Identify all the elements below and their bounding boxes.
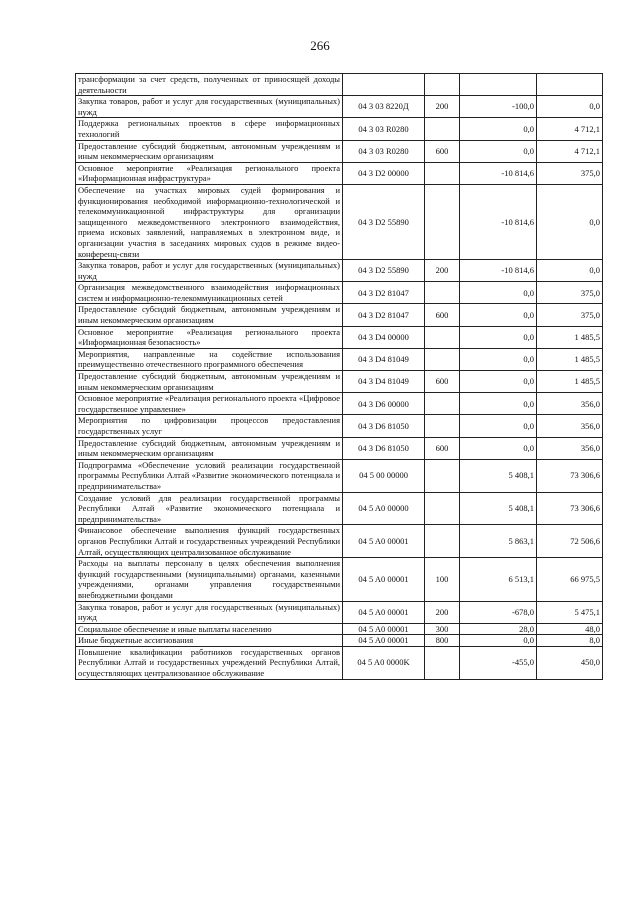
row-name-cell: Закупка товаров, работ и услуг для государственных (муниципальных) нужд [76, 260, 343, 282]
row-type-cell: 100 [425, 558, 460, 601]
table-row [76, 635, 603, 647]
row-value1-cell: -10 814,6 [460, 184, 537, 259]
row-value2-cell: 375,0 [537, 304, 603, 326]
row-type-cell: 200 [425, 96, 460, 118]
row-code-cell: 04 3 D6 00000 [343, 393, 425, 415]
row-code-cell: 04 3 03 8220Д [343, 96, 425, 118]
row-name-cell: Основное мероприятие «Реализация регионального проекта «Информационная инфраструктура» [76, 162, 343, 184]
row-type-cell [425, 348, 460, 370]
row-type-cell: 200 [425, 601, 460, 623]
table-row [76, 140, 603, 162]
row-value1-cell: 0,0 [460, 437, 537, 459]
row-type-cell: 600 [425, 304, 460, 326]
row-code-cell: 04 5 A0 00001 [343, 623, 425, 635]
row-code-cell: 04 3 D2 81047 [343, 304, 425, 326]
table-row [76, 601, 603, 623]
row-code-cell: 04 5 00 00000 [343, 459, 425, 492]
row-name-cell: Подпрограмма «Обеспечение условий реализации государственной программы Республики Алтай «Развитие экономического потенциала и предпринимательства» [76, 459, 343, 492]
row-name-cell: трансформации за счет средств, полученных от приносящей доходы деятельности [76, 74, 343, 96]
row-type-cell: 300 [425, 623, 460, 635]
row-code-cell: 04 3 D2 55890 [343, 184, 425, 259]
row-type-cell [425, 282, 460, 304]
row-type-cell [425, 459, 460, 492]
row-name-cell: Предоставление субсидий бюджетным, автономным учреждениям и иным некоммерческим организациям [76, 437, 343, 459]
row-value2-cell: 375,0 [537, 162, 603, 184]
row-name-cell: Закупка товаров, работ и услуг для государственных (муниципальных) нужд [76, 96, 343, 118]
row-value1-cell: 0,0 [460, 635, 537, 647]
row-type-cell [425, 492, 460, 525]
row-code-cell: 04 3 D4 00000 [343, 326, 425, 348]
row-name-cell: Расходы на выплаты персоналу в целях обеспечения выполнения функций государственными (муниципальными) органами, казенными учреждениями, органами управления государственными внебюджетными фондами [76, 558, 343, 601]
row-code-cell: 04 5 A0 00001 [343, 601, 425, 623]
row-type-cell: 600 [425, 140, 460, 162]
row-value2-cell: 450,0 [537, 646, 603, 679]
row-value2-cell: 0,0 [537, 96, 603, 118]
row-code-cell: 04 3 D2 00000 [343, 162, 425, 184]
row-name-cell: Основное мероприятие «Реализация регионального проекта «Цифровое государственное управление» [76, 393, 343, 415]
table-row [76, 415, 603, 437]
row-name-cell: Поддержка региональных проектов в сфере информационных технологий [76, 118, 343, 140]
row-value1-cell: 5 408,1 [460, 459, 537, 492]
row-code-cell: 04 5 A0 0000K [343, 646, 425, 679]
row-name-cell: Мероприятия, направленные на содействие использования преимущественно отечественного программного обеспечения [76, 348, 343, 370]
table-row [76, 162, 603, 184]
table-row [76, 525, 603, 558]
row-type-cell: 600 [425, 437, 460, 459]
table-row [76, 260, 603, 282]
row-type-cell [425, 162, 460, 184]
row-name-cell: Закупка товаров, работ и услуг для государственных (муниципальных) нужд [76, 601, 343, 623]
row-value2-cell: 356,0 [537, 437, 603, 459]
row-value1-cell: 0,0 [460, 304, 537, 326]
row-type-cell [425, 326, 460, 348]
row-value1-cell: 28,0 [460, 623, 537, 635]
table-row [76, 96, 603, 118]
table-row [76, 118, 603, 140]
row-value1-cell: 5 408,1 [460, 492, 537, 525]
row-value1-cell: -10 814,6 [460, 162, 537, 184]
row-value1-cell: 5 863,1 [460, 525, 537, 558]
row-value2-cell: 73 306,6 [537, 492, 603, 525]
row-name-cell: Социальное обеспечение и иные выплаты населению [76, 623, 343, 635]
row-name-cell: Предоставление субсидий бюджетным, автономным учреждениям и иным некоммерческим организациям [76, 140, 343, 162]
table-row [76, 326, 603, 348]
row-type-cell: 200 [425, 260, 460, 282]
row-value1-cell: -10 814,6 [460, 260, 537, 282]
table-row [76, 371, 603, 393]
row-value1-cell: 0,0 [460, 415, 537, 437]
row-type-cell: 600 [425, 371, 460, 393]
row-value2-cell: 0,0 [537, 184, 603, 259]
row-name-cell: Предоставление субсидий бюджетным, автономным учреждениям и иным некоммерческим организациям [76, 371, 343, 393]
row-value1-cell [460, 74, 537, 96]
row-name-cell: Предоставление субсидий бюджетным, автономным учреждениям и иным некоммерческим организациям [76, 304, 343, 326]
row-value1-cell: 0,0 [460, 326, 537, 348]
row-value2-cell: 1 485,5 [537, 348, 603, 370]
page-number: 266 [310, 38, 330, 53]
table-row [76, 558, 603, 601]
row-code-cell [343, 74, 425, 96]
row-value1-cell: 0,0 [460, 118, 537, 140]
row-code-cell: 04 3 D2 55890 [343, 260, 425, 282]
row-value1-cell: 6 513,1 [460, 558, 537, 601]
row-type-cell [425, 393, 460, 415]
row-code-cell: 04 3 D4 81049 [343, 348, 425, 370]
row-code-cell: 04 5 A0 00001 [343, 635, 425, 647]
row-name-cell: Основное мероприятие «Реализация регионального проекта «Информационная безопасность» [76, 326, 343, 348]
row-value1-cell: 0,0 [460, 393, 537, 415]
row-value1-cell: -100,0 [460, 96, 537, 118]
row-value2-cell: 356,0 [537, 415, 603, 437]
row-type-cell [425, 74, 460, 96]
row-type-cell [425, 184, 460, 259]
row-type-cell [425, 646, 460, 679]
row-value1-cell: 0,0 [460, 140, 537, 162]
row-value2-cell: 1 485,5 [537, 326, 603, 348]
row-value2-cell: 72 506,6 [537, 525, 603, 558]
row-value2-cell: 0,0 [537, 260, 603, 282]
table-row [76, 304, 603, 326]
row-name-cell: Организация межведомственного взаимодействия информационных систем и информационно-телекоммуникационных сетей [76, 282, 343, 304]
row-value1-cell: 0,0 [460, 282, 537, 304]
row-value1-cell: 0,0 [460, 348, 537, 370]
row-value2-cell: 73 306,6 [537, 459, 603, 492]
table-row [76, 646, 603, 679]
table-row [76, 623, 603, 635]
row-code-cell: 04 3 D6 81050 [343, 437, 425, 459]
row-type-cell [425, 415, 460, 437]
row-name-cell: Мероприятия по цифровизации процессов предоставления государственных услуг [76, 415, 343, 437]
row-value1-cell: 0,0 [460, 371, 537, 393]
row-name-cell: Создание условий для реализации государственной программы Республики Алтай «Развитие экономического потенциала и предпринимательства» [76, 492, 343, 525]
row-name-cell: Повышение квалификации работников государственных органов Республики Алтай и государственных учреждений Республики Алтай, осуществляющих централизованное обслуживание [76, 646, 343, 679]
row-value2-cell: 4 712,1 [537, 118, 603, 140]
row-value2-cell: 1 485,5 [537, 371, 603, 393]
row-value1-cell: -678,0 [460, 601, 537, 623]
row-code-cell: 04 3 D4 81049 [343, 371, 425, 393]
row-value2-cell: 4 712,1 [537, 140, 603, 162]
table-row [76, 184, 603, 259]
row-code-cell: 04 3 D6 81050 [343, 415, 425, 437]
table-row [76, 393, 603, 415]
row-value2-cell: 375,0 [537, 282, 603, 304]
row-name-cell: Обеспечение на участках мировых судей формирования и функционирования необходимой информационно-технологической и телекоммуникационной инфраструктуры для организации защищенного межведомственного электронного взаимодействия, приема исковых заявлений, направляемых в электронном виде, и организации участия в заседаниях мировых судов в режиме видео-конференц-связи [76, 184, 343, 259]
budget-table-body [76, 74, 603, 680]
row-value1-cell: -455,0 [460, 646, 537, 679]
row-type-cell: 800 [425, 635, 460, 647]
row-code-cell: 04 3 03 R0280 [343, 118, 425, 140]
row-name-cell: Иные бюджетные ассигнования [76, 635, 343, 647]
row-name-cell: Финансовое обеспечение выполнения функций государственных органов Республики Алтай и государственных учреждений Республики Алтай, осуществляющих централизованное обслуживание [76, 525, 343, 558]
table-row [76, 492, 603, 525]
row-value2-cell: 48,0 [537, 623, 603, 635]
table-row [76, 437, 603, 459]
row-value2-cell: 5 475,1 [537, 601, 603, 623]
table-row [76, 459, 603, 492]
row-value2-cell: 66 975,5 [537, 558, 603, 601]
row-type-cell [425, 525, 460, 558]
row-type-cell [425, 118, 460, 140]
row-code-cell: 04 5 A0 00001 [343, 558, 425, 601]
row-code-cell: 04 5 A0 00001 [343, 525, 425, 558]
table-row [76, 348, 603, 370]
row-value2-cell: 356,0 [537, 393, 603, 415]
row-value2-cell [537, 74, 603, 96]
row-value2-cell: 8,0 [537, 635, 603, 647]
row-code-cell: 04 3 D2 81047 [343, 282, 425, 304]
budget-table [75, 73, 603, 680]
row-code-cell: 04 3 03 R0280 [343, 140, 425, 162]
table-row [76, 74, 603, 96]
row-code-cell: 04 5 A0 00000 [343, 492, 425, 525]
table-row [76, 282, 603, 304]
